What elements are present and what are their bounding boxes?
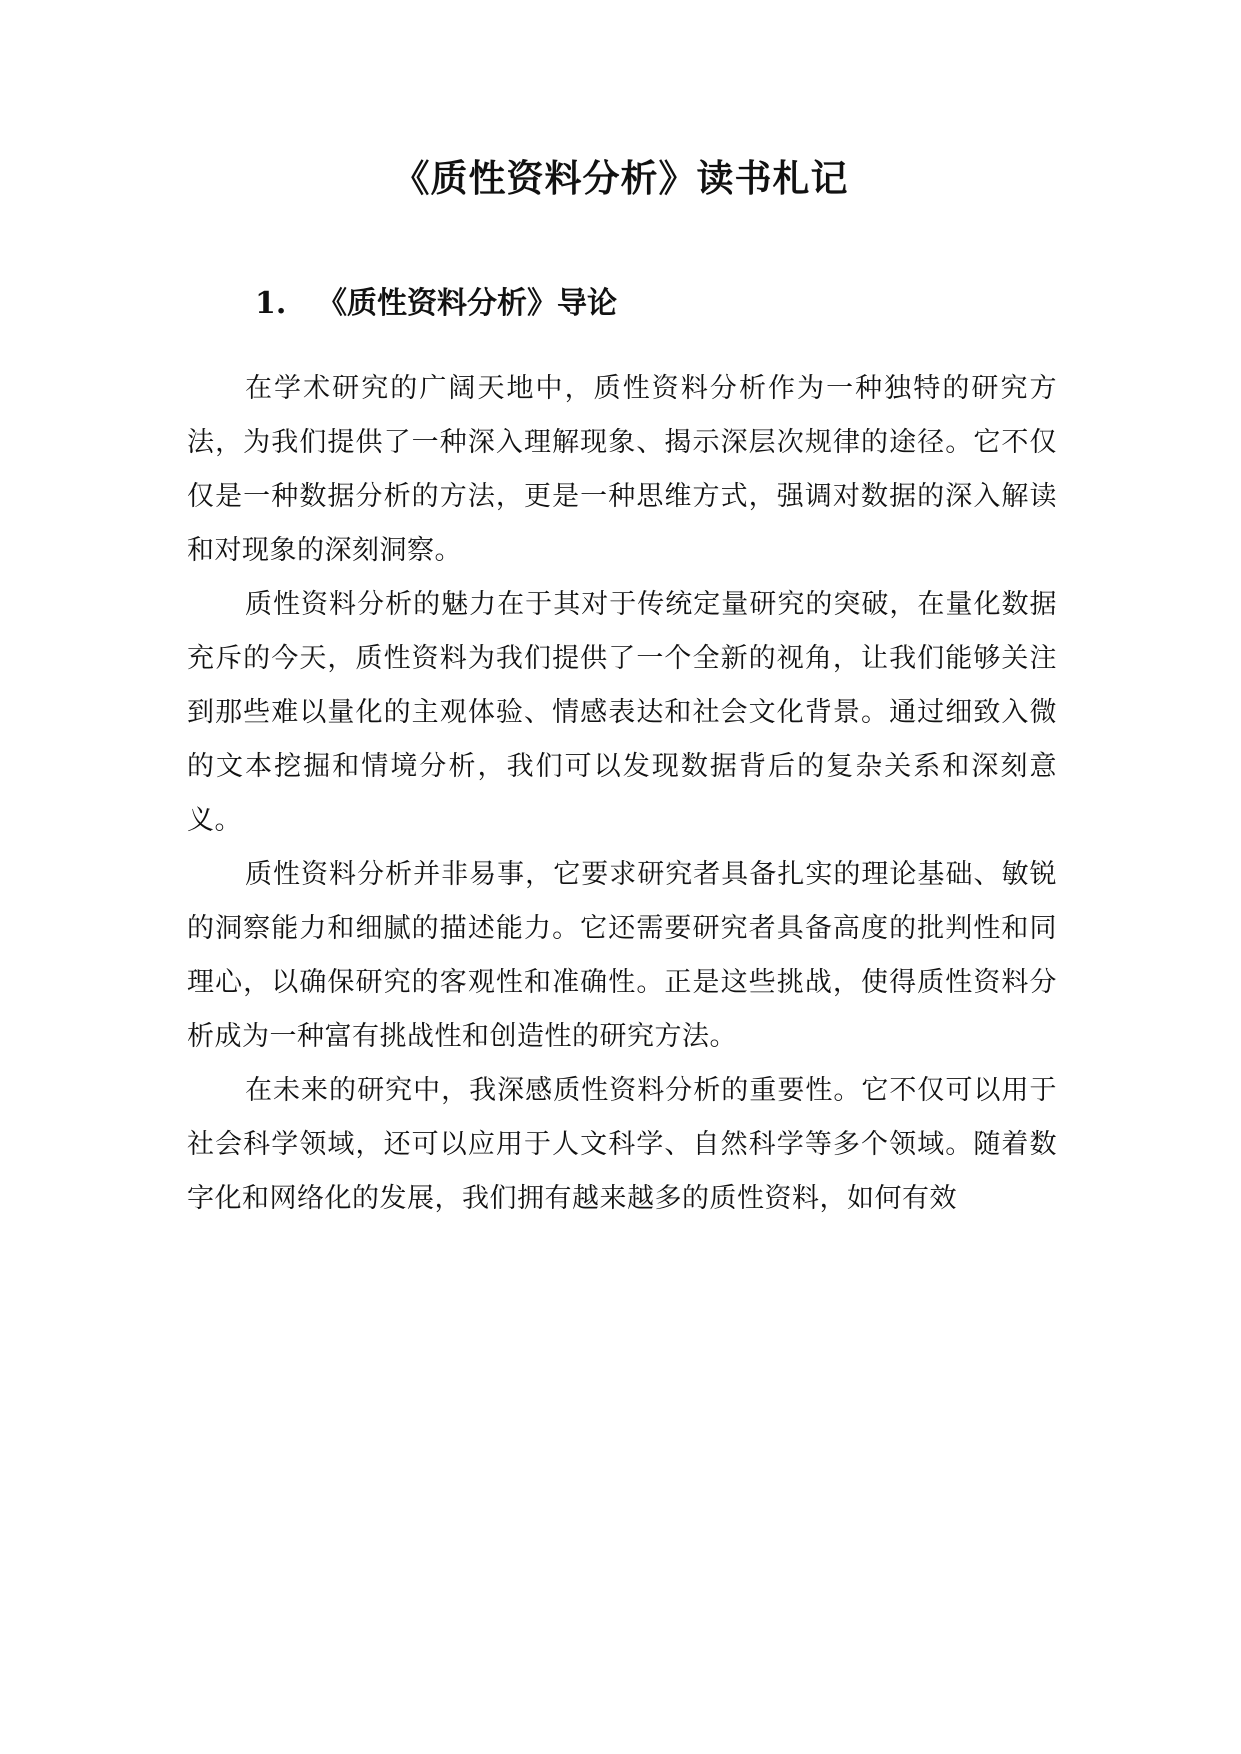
paragraph: 质性资料分析并非易事，它要求研究者具备扎实的理论基础、敏锐的洞察能力和细腻的描述能力。它还需要研究者具备高度的批判性和同理心，以确保研究的客观性和准确性。正是这些挑战，使得质性资料分析成为一种富有挑战性和创造性的研究方法。 <box>187 859 1057 1052</box>
paragraph: 在未来的研究中，我深感质性资料分析的重要性。它不仅可以用于社会科学领域，还可以应用于人文科学、自然科学等多个领域。随着数字化和网络化的发展，我们拥有越来越多的质性资料，如何有效 <box>187 1075 1057 1214</box>
section-number: 1. <box>255 286 287 321</box>
section-heading <box>255 278 617 330</box>
document-title: 《质性资料分析》读书札记 <box>392 156 849 200</box>
body-text <box>187 362 1057 1226</box>
paragraph: 质性资料分析的魅力在于其对于传统定量研究的突破，在量化数据充斥的今天，质性资料为我们提供了一个全新的视角，让我们能够关注到那些难以量化的主观体验、情感表达和社会文化背景。通过细致入微的文本挖掘和情境分析，我们可以发现数据背后的复杂关系和深刻意义。 <box>187 589 1057 836</box>
paragraph: 在学术研究的广阔天地中，质性资料分析作为一种独特的研究方法，为我们提供了一种深入理解现象、揭示深层次规律的途径。它不仅仅是一种数据分析的方法，更是一种思维方式，强调对数据的深入解读和对现象的深刻洞察。 <box>187 373 1057 566</box>
section-title: 《质性资料分析》导论 <box>317 286 617 321</box>
